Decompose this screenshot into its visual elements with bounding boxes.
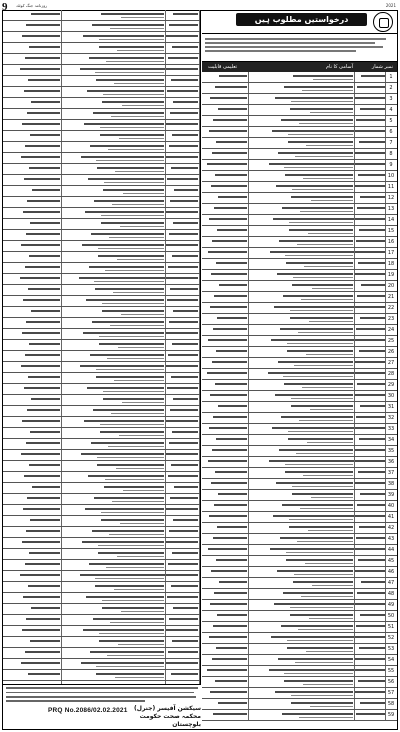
table-row — [3, 153, 200, 164]
table-row — [202, 94, 397, 105]
row-number: 14 — [387, 217, 395, 223]
table-row — [202, 138, 397, 149]
row-number: 37 — [387, 470, 395, 476]
table-row — [3, 648, 200, 659]
table-row — [202, 622, 397, 633]
table-row — [202, 292, 397, 303]
row-number: 26 — [387, 349, 395, 355]
masthead-right: 2021 — [385, 3, 396, 8]
row-number: 58 — [387, 701, 395, 707]
row-number: 13 — [387, 206, 395, 212]
row-number: 41 — [387, 514, 395, 520]
table-row — [202, 171, 397, 182]
table-row — [3, 318, 200, 329]
table-row — [3, 32, 200, 43]
row-number: 50 — [387, 613, 395, 619]
table-row — [202, 655, 397, 666]
table-row — [3, 230, 200, 241]
table-row — [202, 281, 397, 292]
page-number: 9 — [2, 1, 8, 13]
table-row — [202, 391, 397, 402]
row-number: 8 — [389, 151, 393, 157]
table-row — [202, 677, 397, 688]
table-row — [202, 710, 397, 721]
table-row — [202, 435, 397, 446]
row-number: 11 — [387, 184, 395, 190]
masthead-left: روزنامہ جنگ کوئٹہ — [16, 3, 48, 8]
table-row — [3, 593, 200, 604]
table-row — [3, 571, 200, 582]
row-number: 16 — [387, 239, 395, 245]
row-number: 33 — [387, 426, 395, 432]
row-number: 52 — [387, 635, 395, 641]
row-number: 30 — [387, 393, 395, 399]
row-number: 31 — [387, 404, 395, 410]
row-number: 7 — [389, 140, 393, 146]
table-row — [3, 395, 200, 406]
table-row — [3, 340, 200, 351]
row-number: 24 — [387, 327, 395, 333]
table-row — [202, 490, 397, 501]
table-row — [202, 446, 397, 457]
table-row — [202, 567, 397, 578]
table-row — [202, 215, 397, 226]
table-row — [3, 274, 200, 285]
row-number: 25 — [387, 338, 395, 344]
table-row — [3, 329, 200, 340]
table-row — [202, 248, 397, 259]
advert-intro — [202, 34, 397, 62]
table-row — [3, 582, 200, 593]
row-number: 43 — [387, 536, 395, 542]
table-row — [3, 549, 200, 560]
table-row — [202, 116, 397, 127]
row-number: 9 — [389, 162, 393, 168]
table-row — [3, 219, 200, 230]
row-number: 44 — [387, 547, 395, 553]
row-number: 2 — [389, 85, 393, 91]
row-number: 46 — [387, 569, 395, 575]
table-row — [3, 307, 200, 318]
advert-title: درخواستیں مطلوب ہیں — [236, 13, 367, 26]
table-row — [202, 259, 397, 270]
table-row — [3, 186, 200, 197]
job-table-right — [202, 72, 397, 721]
table-row — [202, 204, 397, 215]
table-row — [3, 626, 200, 637]
row-number: 47 — [387, 580, 395, 586]
table-row — [3, 472, 200, 483]
row-number: 19 — [387, 272, 395, 278]
row-number: 55 — [387, 668, 395, 674]
table-row — [3, 494, 200, 505]
row-number: 54 — [387, 657, 395, 663]
table-row — [3, 142, 200, 153]
table-row — [3, 43, 200, 54]
row-number: 57 — [387, 690, 395, 696]
header-post: آسامی کا نام — [325, 64, 353, 70]
row-number: 1 — [389, 74, 393, 80]
table-row — [202, 699, 397, 710]
table-row — [202, 303, 397, 314]
table-row — [3, 21, 200, 32]
row-number: 48 — [387, 591, 395, 597]
table-row — [3, 285, 200, 296]
table-row — [3, 461, 200, 472]
row-number: 10 — [387, 173, 395, 179]
table-row — [3, 197, 200, 208]
table-row — [3, 252, 200, 263]
row-number: 49 — [387, 602, 395, 608]
row-number: 6 — [389, 129, 393, 135]
table-row — [3, 604, 200, 615]
signature-block — [126, 705, 201, 727]
table-row — [202, 501, 397, 512]
department-name: محکمہ صحت حکومت بلوچستان — [139, 713, 201, 728]
table-row — [3, 65, 200, 76]
table-row — [3, 406, 200, 417]
table-row — [3, 373, 200, 384]
table-row — [202, 105, 397, 116]
table-row — [202, 600, 397, 611]
row-number: 21 — [387, 294, 395, 300]
table-row — [202, 424, 397, 435]
table-row — [3, 10, 200, 21]
table-row — [202, 193, 397, 204]
table-row — [202, 325, 397, 336]
table-row — [3, 87, 200, 98]
table-row — [3, 109, 200, 120]
row-number: 22 — [387, 305, 395, 311]
table-row — [202, 380, 397, 391]
table-row — [3, 670, 200, 681]
table-header — [202, 62, 397, 72]
row-number: 51 — [387, 624, 395, 630]
table-row — [202, 644, 397, 655]
table-row — [202, 457, 397, 468]
table-row — [3, 241, 200, 252]
prq-number: PRQ No.2086/02.02.2021 — [48, 707, 128, 714]
table-row — [3, 439, 200, 450]
row-number: 15 — [387, 228, 395, 234]
table-row — [202, 160, 397, 171]
table-row — [3, 296, 200, 307]
row-number: 17 — [387, 250, 395, 256]
row-number: 28 — [387, 371, 395, 377]
row-number: 5 — [389, 118, 393, 124]
table-row — [202, 336, 397, 347]
header-serial: نمبر شمار — [371, 64, 393, 70]
advert-terms — [3, 684, 201, 706]
masthead — [16, 3, 396, 9]
left-column — [3, 10, 201, 684]
table-row — [202, 545, 397, 556]
table-row — [202, 369, 397, 380]
table-row — [3, 175, 200, 186]
table-row — [3, 351, 200, 362]
table-row — [3, 384, 200, 395]
row-number: 34 — [387, 437, 395, 443]
table-row — [202, 413, 397, 424]
table-row — [202, 149, 397, 160]
row-number: 45 — [387, 558, 395, 564]
table-row — [3, 560, 200, 571]
table-row — [3, 362, 200, 373]
right-column — [202, 10, 397, 732]
header-qualification: تعلیمی قابلیت — [208, 64, 237, 70]
table-row — [3, 208, 200, 219]
table-row — [202, 688, 397, 699]
table-row — [3, 637, 200, 648]
table-row — [3, 263, 200, 274]
row-number: 29 — [387, 382, 395, 388]
row-number: 20 — [387, 283, 395, 289]
row-number: 23 — [387, 316, 395, 322]
table-row — [3, 527, 200, 538]
table-row — [202, 83, 397, 94]
table-row — [3, 538, 200, 549]
table-row — [3, 98, 200, 109]
table-row — [3, 516, 200, 527]
table-row — [202, 589, 397, 600]
table-row — [202, 666, 397, 677]
table-row — [3, 450, 200, 461]
table-row — [202, 523, 397, 534]
table-row — [202, 226, 397, 237]
row-number: 18 — [387, 261, 395, 267]
table-row — [3, 505, 200, 516]
table-row — [202, 347, 397, 358]
row-number: 42 — [387, 525, 395, 531]
table-row — [3, 428, 200, 439]
table-row — [202, 72, 397, 83]
table-row — [202, 468, 397, 479]
table-row — [3, 659, 200, 670]
table-row — [202, 479, 397, 490]
table-row — [202, 633, 397, 644]
table-row — [202, 358, 397, 369]
table-row — [202, 402, 397, 413]
table-row — [202, 314, 397, 325]
row-number: 36 — [387, 459, 395, 465]
table-row — [202, 534, 397, 545]
row-number: 12 — [387, 195, 395, 201]
row-number: 38 — [387, 481, 395, 487]
row-number: 27 — [387, 360, 395, 366]
row-number: 32 — [387, 415, 395, 421]
row-number: 35 — [387, 448, 395, 454]
table-row — [3, 615, 200, 626]
signature-title: سیکشن آفیسر (جنرل) — [134, 705, 201, 712]
table-row — [202, 578, 397, 589]
row-number: 4 — [389, 107, 393, 113]
table-row — [3, 131, 200, 142]
table-row — [3, 54, 200, 65]
table-row — [3, 483, 200, 494]
table-row — [202, 127, 397, 138]
table-row — [202, 611, 397, 622]
row-number: 53 — [387, 646, 395, 652]
table-row — [3, 417, 200, 428]
table-row — [3, 76, 200, 87]
row-number: 56 — [387, 679, 395, 685]
table-row — [202, 512, 397, 523]
table-row — [202, 237, 397, 248]
advert-header — [202, 10, 397, 34]
table-row — [202, 270, 397, 281]
row-number: 40 — [387, 503, 395, 509]
job-table-left — [3, 10, 200, 684]
table-row — [202, 182, 397, 193]
row-number: 59 — [387, 712, 395, 718]
row-number: 3 — [389, 96, 393, 102]
table-row — [3, 164, 200, 175]
table-row — [3, 120, 200, 131]
government-emblem-icon — [373, 12, 393, 32]
table-row — [202, 556, 397, 567]
row-number: 39 — [387, 492, 395, 498]
